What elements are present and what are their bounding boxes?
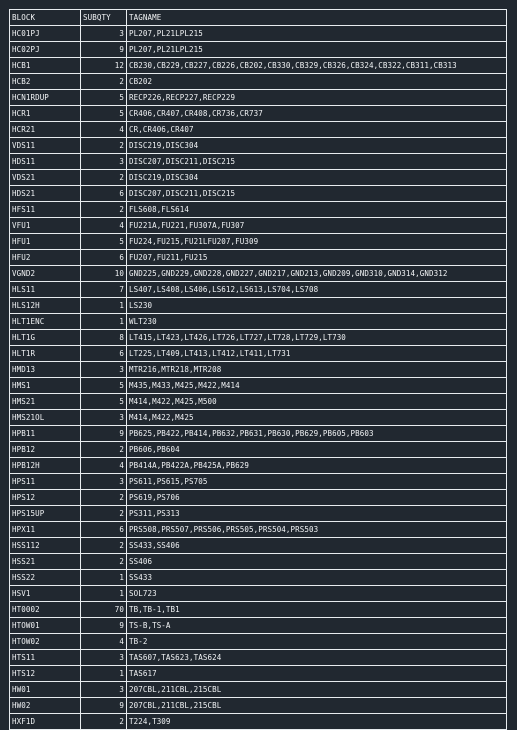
tagname-cell: CR406,CR407,CR408,CR736,CR737 bbox=[127, 106, 507, 122]
subqty-cell: 4 bbox=[81, 458, 127, 474]
subqty-cell: 6 bbox=[81, 186, 127, 202]
block-cell: HSS22 bbox=[10, 570, 81, 586]
tagname-cell: 207CBL,211CBL,215CBL bbox=[127, 682, 507, 698]
block-cell: HLT1ENC bbox=[10, 314, 81, 330]
block-cell: VDS11 bbox=[10, 138, 81, 154]
table-row bbox=[10, 314, 507, 330]
table-row bbox=[10, 490, 507, 506]
subqty-cell: 9 bbox=[81, 618, 127, 634]
subqty-cell: 5 bbox=[81, 90, 127, 106]
table-row bbox=[10, 58, 507, 74]
table-row bbox=[10, 106, 507, 122]
block-cell: HSS21 bbox=[10, 554, 81, 570]
tagname-cell: PB606,PB604 bbox=[127, 442, 507, 458]
table-row bbox=[10, 298, 507, 314]
tagname-cell: 207CBL,211CBL,215CBL bbox=[127, 698, 507, 714]
block-cell: HCR21 bbox=[10, 122, 81, 138]
block-cell: HMD13 bbox=[10, 362, 81, 378]
tagname-cell: FU221A,FU221,FU307A,FU307 bbox=[127, 218, 507, 234]
block-cell: HCN1RDUP bbox=[10, 90, 81, 106]
block-cell: HLT1R bbox=[10, 346, 81, 362]
subqty-cell: 5 bbox=[81, 394, 127, 410]
tagname-cell: PB414A,PB422A,PB425A,PB629 bbox=[127, 458, 507, 474]
subqty-cell: 6 bbox=[81, 346, 127, 362]
block-cell: HMS21 bbox=[10, 394, 81, 410]
tagname-cell: LS407,LS408,LS406,LS612,LS613,LS704,LS708 bbox=[127, 282, 507, 298]
tagname-cell: CR,CR406,CR407 bbox=[127, 122, 507, 138]
block-cell: HFU1 bbox=[10, 234, 81, 250]
block-cell: HPS11 bbox=[10, 474, 81, 490]
block-cell: HFU2 bbox=[10, 250, 81, 266]
table-row bbox=[10, 602, 507, 618]
subqty-cell: 9 bbox=[81, 698, 127, 714]
tagname-cell: FU224,FU215,FU21LFU207,FU309 bbox=[127, 234, 507, 250]
subqty-cell: 3 bbox=[81, 650, 127, 666]
table-row bbox=[10, 554, 507, 570]
tagname-cell: DISC219,DISC304 bbox=[127, 170, 507, 186]
block-cell: HMS1 bbox=[10, 378, 81, 394]
tagname-cell: WLT230 bbox=[127, 314, 507, 330]
tagname-cell: M435,M433,M425,M422,M414 bbox=[127, 378, 507, 394]
block-attribute-table bbox=[9, 9, 507, 730]
subqty-cell: 1 bbox=[81, 570, 127, 586]
subqty-cell: 2 bbox=[81, 202, 127, 218]
subqty-cell: 3 bbox=[81, 474, 127, 490]
subqty-cell: 3 bbox=[81, 26, 127, 42]
table-row bbox=[10, 282, 507, 298]
block-cell: VFU1 bbox=[10, 218, 81, 234]
table-row bbox=[10, 122, 507, 138]
column-header-block: BLOCK bbox=[10, 10, 81, 26]
block-cell: HXF1D bbox=[10, 714, 81, 730]
subqty-cell: 70 bbox=[81, 602, 127, 618]
subqty-cell: 4 bbox=[81, 122, 127, 138]
block-cell: HC02PJ bbox=[10, 42, 81, 58]
subqty-cell: 7 bbox=[81, 282, 127, 298]
subqty-cell: 6 bbox=[81, 522, 127, 538]
tagname-cell: M414,M422,M425 bbox=[127, 410, 507, 426]
subqty-cell: 9 bbox=[81, 426, 127, 442]
table-row bbox=[10, 650, 507, 666]
tagname-cell: RECP226,RECP227,RECP229 bbox=[127, 90, 507, 106]
table-row bbox=[10, 266, 507, 282]
table-row bbox=[10, 90, 507, 106]
subqty-cell: 2 bbox=[81, 490, 127, 506]
block-cell: HCB2 bbox=[10, 74, 81, 90]
block-cell: HMS21OL bbox=[10, 410, 81, 426]
table-row bbox=[10, 698, 507, 714]
block-cell: HTOW02 bbox=[10, 634, 81, 650]
table-header-row bbox=[10, 10, 507, 26]
table-row bbox=[10, 170, 507, 186]
table-row bbox=[10, 570, 507, 586]
table-row bbox=[10, 442, 507, 458]
block-cell: HPB12 bbox=[10, 442, 81, 458]
subqty-cell: 2 bbox=[81, 170, 127, 186]
table-row bbox=[10, 330, 507, 346]
tagname-cell: M414,M422,M425,M500 bbox=[127, 394, 507, 410]
table-row bbox=[10, 506, 507, 522]
block-cell: HTS12 bbox=[10, 666, 81, 682]
table-row bbox=[10, 474, 507, 490]
tagname-cell: CB202 bbox=[127, 74, 507, 90]
table-row bbox=[10, 538, 507, 554]
table-row bbox=[10, 250, 507, 266]
subqty-cell: 2 bbox=[81, 538, 127, 554]
table-row bbox=[10, 458, 507, 474]
subqty-cell: 1 bbox=[81, 314, 127, 330]
subqty-cell: 4 bbox=[81, 634, 127, 650]
column-header-tagname: TAGNAME bbox=[127, 10, 507, 26]
subqty-cell: 9 bbox=[81, 42, 127, 58]
table-row bbox=[10, 378, 507, 394]
block-cell: HLT1G bbox=[10, 330, 81, 346]
tagname-cell: TB-2 bbox=[127, 634, 507, 650]
block-cell: HLS12H bbox=[10, 298, 81, 314]
tagname-cell: PS311,PS313 bbox=[127, 506, 507, 522]
subqty-cell: 2 bbox=[81, 506, 127, 522]
subqty-cell: 5 bbox=[81, 234, 127, 250]
subqty-cell: 2 bbox=[81, 442, 127, 458]
block-cell: HPX11 bbox=[10, 522, 81, 538]
subqty-cell: 3 bbox=[81, 410, 127, 426]
tagname-cell: PL207,PL21LPL215 bbox=[127, 42, 507, 58]
subqty-cell: 5 bbox=[81, 378, 127, 394]
tagname-cell: SS406 bbox=[127, 554, 507, 570]
subqty-cell: 1 bbox=[81, 298, 127, 314]
tagname-cell: FLS608,FLS614 bbox=[127, 202, 507, 218]
subqty-cell: 12 bbox=[81, 58, 127, 74]
tagname-cell: TB,TB-1,TB1 bbox=[127, 602, 507, 618]
block-cell: HPB12H bbox=[10, 458, 81, 474]
table-row bbox=[10, 714, 507, 730]
block-cell: HPB11 bbox=[10, 426, 81, 442]
subqty-cell: 2 bbox=[81, 74, 127, 90]
table-row bbox=[10, 394, 507, 410]
block-cell: HPS15UP bbox=[10, 506, 81, 522]
table-row bbox=[10, 634, 507, 650]
table-row bbox=[10, 666, 507, 682]
table-row bbox=[10, 186, 507, 202]
block-cell: HPS12 bbox=[10, 490, 81, 506]
table-row bbox=[10, 682, 507, 698]
block-cell: HW01 bbox=[10, 682, 81, 698]
table-row bbox=[10, 362, 507, 378]
tagname-cell: PS611,PS615,PS705 bbox=[127, 474, 507, 490]
subqty-cell: 3 bbox=[81, 154, 127, 170]
table-row bbox=[10, 138, 507, 154]
table-row bbox=[10, 74, 507, 90]
subqty-cell: 2 bbox=[81, 554, 127, 570]
tagname-cell: LT415,LT423,LT426,LT726,LT727,LT728,LT729,LT730 bbox=[127, 330, 507, 346]
tagname-cell: GND225,GND229,GND228,GND227,GND217,GND213,GND209,GND310,GND314,GND312 bbox=[127, 266, 507, 282]
tagname-cell: LS230 bbox=[127, 298, 507, 314]
block-cell: HCR1 bbox=[10, 106, 81, 122]
table-row bbox=[10, 522, 507, 538]
block-cell: HTS11 bbox=[10, 650, 81, 666]
table-row bbox=[10, 218, 507, 234]
tagname-cell: T224,T309 bbox=[127, 714, 507, 730]
tagname-cell: SS433 bbox=[127, 570, 507, 586]
tagname-cell: TS-B,TS-A bbox=[127, 618, 507, 634]
subqty-cell: 2 bbox=[81, 714, 127, 730]
tagname-cell: TAS607,TAS623,TAS624 bbox=[127, 650, 507, 666]
subqty-cell: 8 bbox=[81, 330, 127, 346]
block-cell: VGND2 bbox=[10, 266, 81, 282]
subqty-cell: 4 bbox=[81, 218, 127, 234]
tagname-cell: MTR216,MTR218,MTR208 bbox=[127, 362, 507, 378]
tagname-cell: DISC207,DISC211,DISC215 bbox=[127, 154, 507, 170]
block-cell: HSS112 bbox=[10, 538, 81, 554]
tagname-cell: TAS617 bbox=[127, 666, 507, 682]
tagname-cell: DISC207,DISC211,DISC215 bbox=[127, 186, 507, 202]
block-cell: HSV1 bbox=[10, 586, 81, 602]
tagname-cell: FU207,FU211,FU215 bbox=[127, 250, 507, 266]
block-cell: HTOW01 bbox=[10, 618, 81, 634]
table-row bbox=[10, 42, 507, 58]
subqty-cell: 3 bbox=[81, 362, 127, 378]
tagname-cell: PB625,PB422,PB414,PB632,PB631,PB630,PB629,PB605,PB603 bbox=[127, 426, 507, 442]
table-row bbox=[10, 234, 507, 250]
tagname-cell: PRS508,PRS507,PRS506,PRS505,PRS504,PRS503 bbox=[127, 522, 507, 538]
subqty-cell: 2 bbox=[81, 138, 127, 154]
table-row bbox=[10, 202, 507, 218]
subqty-cell: 6 bbox=[81, 250, 127, 266]
block-cell: HLS11 bbox=[10, 282, 81, 298]
block-cell: HCB1 bbox=[10, 58, 81, 74]
block-cell: HW02 bbox=[10, 698, 81, 714]
table-row bbox=[10, 154, 507, 170]
subqty-cell: 10 bbox=[81, 266, 127, 282]
subqty-cell: 1 bbox=[81, 666, 127, 682]
subqty-cell: 3 bbox=[81, 682, 127, 698]
table-row bbox=[10, 410, 507, 426]
block-cell: HC01PJ bbox=[10, 26, 81, 42]
block-cell: HFS11 bbox=[10, 202, 81, 218]
tagname-cell: SS433,SS406 bbox=[127, 538, 507, 554]
block-cell: HDS21 bbox=[10, 186, 81, 202]
table-row bbox=[10, 346, 507, 362]
tagname-cell: PS619,PS706 bbox=[127, 490, 507, 506]
tagname-cell: SOL723 bbox=[127, 586, 507, 602]
tagname-cell: LT225,LT409,LT413,LT412,LT411,LT731 bbox=[127, 346, 507, 362]
subqty-cell: 5 bbox=[81, 106, 127, 122]
column-header-subqty: SUBQTY bbox=[81, 10, 127, 26]
tagname-cell: PL207,PL21LPL215 bbox=[127, 26, 507, 42]
tagname-cell: CB230,CB229,CB227,CB226,CB202,CB330,CB329,CB326,CB324,CB322,CB311,CB313 bbox=[127, 58, 507, 74]
subqty-cell: 1 bbox=[81, 586, 127, 602]
table-row bbox=[10, 586, 507, 602]
block-cell: VDS21 bbox=[10, 170, 81, 186]
table-row bbox=[10, 26, 507, 42]
table-row bbox=[10, 426, 507, 442]
block-cell: HDS11 bbox=[10, 154, 81, 170]
tagname-cell: DISC219,DISC304 bbox=[127, 138, 507, 154]
block-cell: HT0002 bbox=[10, 602, 81, 618]
